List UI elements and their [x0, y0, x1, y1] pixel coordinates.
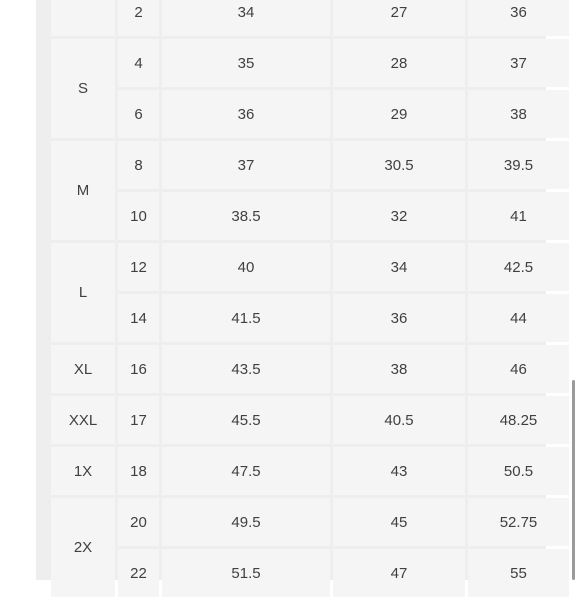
measurement-cell: 29	[333, 90, 465, 138]
measurement-cell: 44	[468, 294, 569, 342]
table-row	[51, 39, 569, 87]
measurement-cell: 39.5	[468, 141, 569, 189]
measurement-cell: 27	[333, 0, 465, 36]
table-row	[51, 192, 569, 240]
measurement-cell: 41	[468, 192, 569, 240]
numeric-size-cell: 16	[118, 345, 159, 393]
measurement-cell: 52.75	[468, 498, 569, 546]
table-row	[51, 549, 569, 597]
numeric-size-cell: 22	[118, 549, 159, 597]
measurement-cell: 28	[333, 39, 465, 87]
measurement-cell: 45.5	[162, 396, 330, 444]
numeric-size-cell: 4	[118, 39, 159, 87]
size-label-cell: S	[51, 39, 115, 138]
table-row	[51, 243, 569, 291]
vertical-scrollbar[interactable]	[572, 380, 575, 580]
numeric-size-cell: 8	[118, 141, 159, 189]
measurement-cell: 38.5	[162, 192, 330, 240]
size-label-cell: L	[51, 243, 115, 342]
numeric-size-cell: 2	[118, 0, 159, 36]
numeric-size-cell: 6	[118, 90, 159, 138]
measurement-cell: 46	[468, 345, 569, 393]
size-chart-table	[48, 0, 572, 600]
measurement-cell: 48.25	[468, 396, 569, 444]
measurement-cell: 40	[162, 243, 330, 291]
measurement-cell: 38	[333, 345, 465, 393]
table-row	[51, 396, 569, 444]
numeric-size-cell: 12	[118, 243, 159, 291]
numeric-size-cell: 10	[118, 192, 159, 240]
size-cell	[51, 0, 115, 36]
numeric-size-cell: 20	[118, 498, 159, 546]
measurement-cell: 50.5	[468, 447, 569, 495]
measurement-cell: 42.5	[468, 243, 569, 291]
measurement-cell: 32	[333, 192, 465, 240]
table-row	[51, 345, 569, 393]
measurement-cell: 34	[333, 243, 465, 291]
numeric-size-cell: 18	[118, 447, 159, 495]
measurement-cell: 49.5	[162, 498, 330, 546]
table-row	[51, 498, 569, 546]
measurement-cell: 35	[162, 39, 330, 87]
size-label-cell: M	[51, 141, 115, 240]
table-row	[51, 90, 569, 138]
measurement-cell: 34	[162, 0, 330, 36]
measurement-cell: 36	[162, 90, 330, 138]
numeric-size-cell: 14	[118, 294, 159, 342]
size-label-cell: 2X	[51, 498, 115, 597]
measurement-cell: 43.5	[162, 345, 330, 393]
measurement-cell: 37	[468, 39, 569, 87]
size-label-cell: 1X	[51, 447, 115, 495]
size-label-cell: XL	[51, 345, 115, 393]
measurement-cell: 43	[333, 447, 465, 495]
table-row	[51, 141, 569, 189]
measurement-cell: 38	[468, 90, 569, 138]
table-row	[51, 447, 569, 495]
table-row	[51, 294, 569, 342]
measurement-cell: 45	[333, 498, 465, 546]
measurement-cell: 55	[468, 549, 569, 597]
measurement-cell: 51.5	[162, 549, 330, 597]
table-row	[51, 0, 569, 36]
measurement-cell: 41.5	[162, 294, 330, 342]
measurement-cell: 36	[333, 294, 465, 342]
numeric-size-cell: 17	[118, 396, 159, 444]
measurement-cell: 30.5	[333, 141, 465, 189]
measurement-cell: 36	[468, 0, 569, 36]
measurement-cell: 40.5	[333, 396, 465, 444]
measurement-cell: 47.5	[162, 447, 330, 495]
measurement-cell: 37	[162, 141, 330, 189]
measurement-cell: 47	[333, 549, 465, 597]
size-label-cell: XXL	[51, 396, 115, 444]
